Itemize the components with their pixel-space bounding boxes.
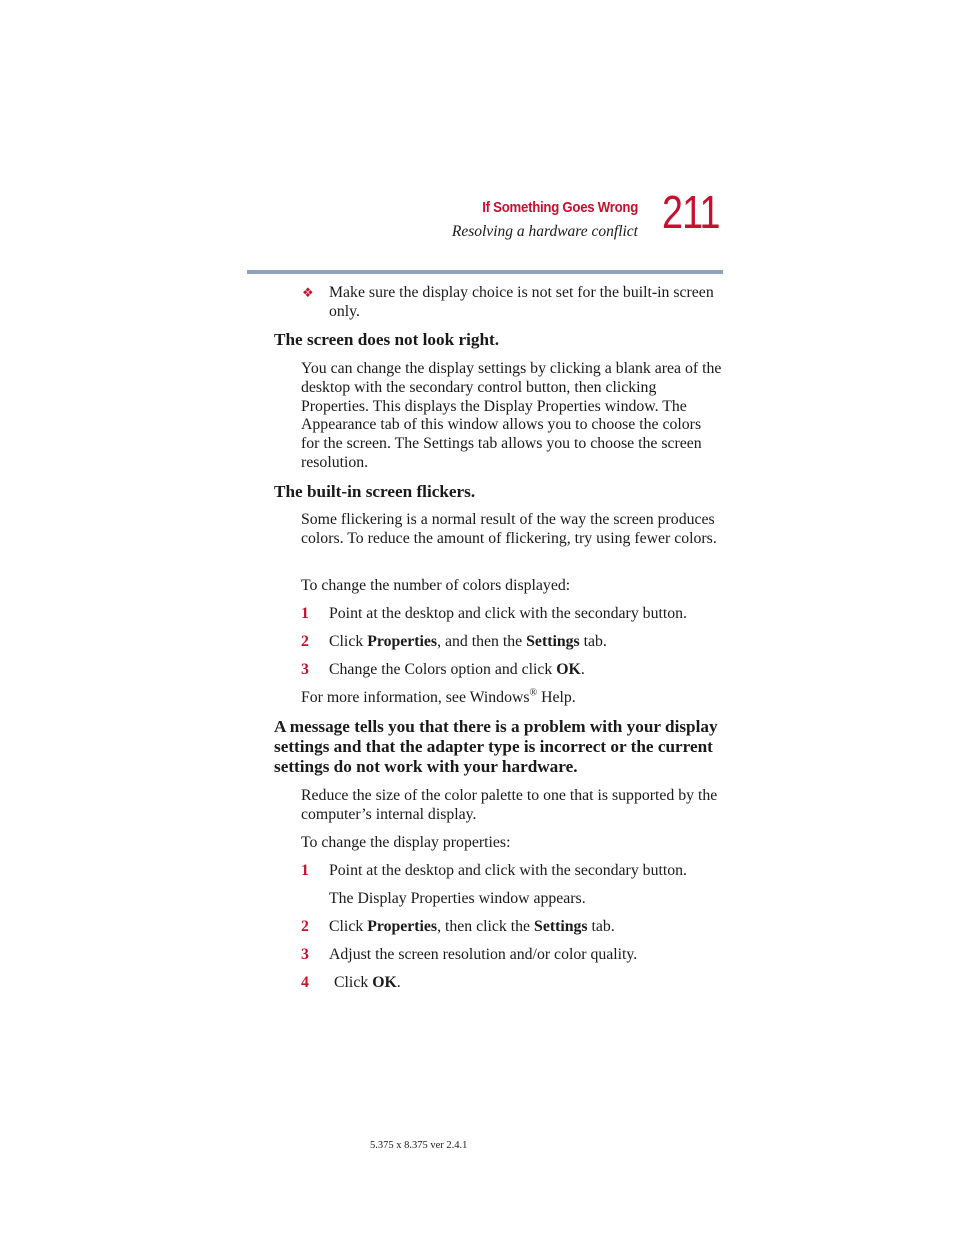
step-number: 2 (301, 918, 309, 935)
step-number: 1 (301, 862, 309, 879)
step-text: Click OK. (334, 974, 401, 991)
step-number: 3 (301, 946, 309, 963)
section-heading-adapter-message: A message tells you that there is a problem with your display settings and that the adapter type is incorrect or the current settings do not work with your hardware. (274, 717, 718, 776)
section-heading-screen-flickers: The built-in screen flickers. (274, 482, 476, 501)
print-spec-footer: 5.375 x 8.375 ver 2.4.1 (370, 1140, 468, 1151)
step-text: Point at the desktop and click with the secondary button. (329, 605, 687, 622)
section-paragraph: To change the display properties: (301, 834, 511, 851)
section-paragraph: Reduce the size of the color palette to one that is supported by the computer’s internal display. (301, 787, 718, 823)
section-paragraph: Some flickering is a normal result of the way the screen produces colors. To reduce the amount of flickering, try using fewer colors. (301, 511, 717, 547)
bullet-item-text: Make sure the display choice is not set for the built-in screen only. (329, 284, 714, 320)
step-text: Click Properties, then click the Settings tab. (329, 918, 615, 935)
step-result-text: The Display Properties window appears. (329, 890, 586, 907)
step-text: Click Properties, and then the Settings tab. (329, 633, 607, 650)
registered-mark: ® (529, 687, 538, 699)
step-text: Change the Colors option and click OK. (329, 661, 585, 678)
step-text: Adjust the screen resolution and/or color quality. (329, 946, 638, 963)
header-rule (247, 270, 723, 274)
step-number: 4 (301, 974, 309, 991)
section-heading-screen-not-right: The screen does not look right. (274, 330, 500, 349)
more-info-text: For more information, see Windows® Help. (301, 687, 576, 706)
section-paragraph: To change the number of colors displayed: (301, 577, 571, 594)
running-header-subsection: Resolving a hardware conflict (451, 223, 638, 240)
step-number: 3 (301, 661, 309, 678)
step-number: 2 (301, 633, 309, 650)
step-text: Point at the desktop and click with the secondary button. (329, 862, 687, 879)
page-number: 211 (662, 186, 720, 238)
section-paragraph: You can change the display settings by clicking a blank area of the desktop with the secondary control button, then clicking Properties. This displays the Display Properties window. The Appearance tab of this window allows you to choose the colors for the screen. The Settings tab allows you to choose the screen resolution. (301, 360, 722, 471)
diamond-bullet-icon: ❖ (302, 285, 314, 300)
running-header-section: If Something Goes Wrong (482, 199, 638, 216)
step-number: 1 (301, 605, 309, 622)
